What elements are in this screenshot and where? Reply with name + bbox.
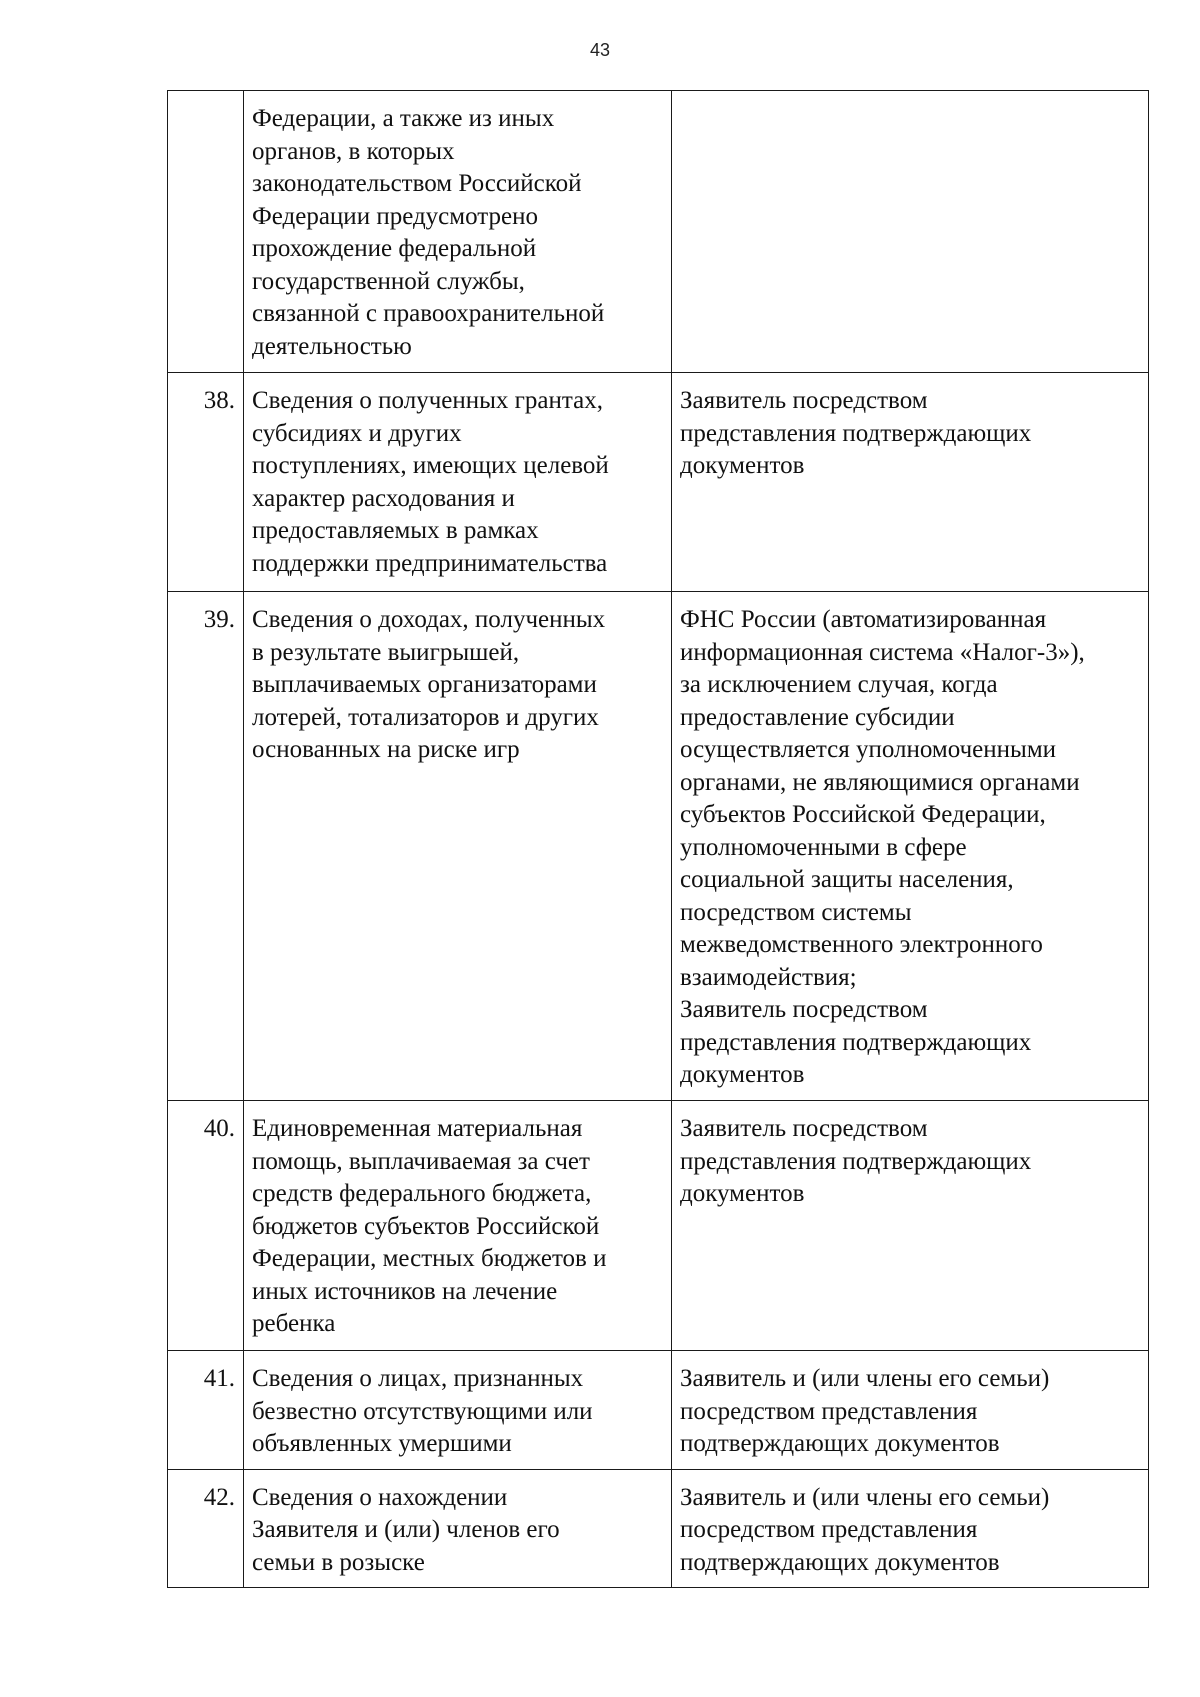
row-description	[244, 1101, 672, 1351]
row-description	[244, 1351, 672, 1470]
table-row	[168, 1101, 1149, 1351]
row-source-text: Заявитель посредством представления подтверждающих документов	[680, 387, 1032, 479]
row-number	[168, 91, 244, 373]
document-table	[167, 90, 1149, 1588]
row-description	[244, 373, 672, 592]
row-description	[244, 1469, 672, 1588]
row-description	[244, 592, 672, 1101]
row-source	[672, 373, 1149, 592]
row-number	[168, 1101, 244, 1351]
row-source-text: Заявитель и (или члены его семьи) посредством представления подтверждающих документов	[680, 1483, 1050, 1576]
row-description-text: Сведения о лицах, признанных безвестно отсутствующими или объявленных умершими	[252, 1365, 593, 1457]
table-row	[168, 91, 1149, 373]
table-row	[168, 1351, 1149, 1470]
row-number-text: 38.	[203, 387, 235, 414]
row-description-text: Сведения о доходах, полученных в результате выигрышей, выплачиваемых организаторами лотерей, тотализаторов и других основанных на риске игр	[252, 606, 606, 763]
row-number	[168, 1469, 244, 1588]
row-source	[672, 91, 1149, 373]
table-row	[168, 592, 1149, 1101]
row-source	[672, 1469, 1149, 1588]
row-description-text: Федерации, а также из иных органов, в которых законодательством Российской Федерации предусмотрено прохождение федеральной государственной службы, связанной с правоохранительной деятельностью	[252, 105, 605, 360]
row-number-text: 39.	[203, 606, 235, 633]
row-number-text: 42.	[203, 1483, 235, 1511]
row-description-text: Сведения о полученных грантах, субсидиях и других поступлениях, имеющих целевой характер расходования и предоставляемых в рамках поддержки предпринимательства	[252, 387, 609, 577]
row-source	[672, 1351, 1149, 1470]
row-number	[168, 592, 244, 1101]
row-description	[244, 91, 672, 373]
row-number-text: 41.	[203, 1365, 235, 1392]
row-source	[672, 1101, 1149, 1351]
row-source-text: Заявитель посредством представления подтверждающих документов	[680, 1115, 1032, 1207]
row-source-text: Заявитель и (или члены его семьи) посредством представления подтверждающих документов	[680, 1365, 1050, 1457]
page-number: 43	[589, 40, 611, 60]
row-description-text: Сведения о нахождении Заявителя и (или) членов его семьи в розыске	[252, 1483, 560, 1576]
row-number	[168, 373, 244, 592]
row-description-text: Единовременная материальная помощь, выплачиваемая за счет средств федерального бюджета, бюджетов субъектов Российской Федерации, местных бюджетов и иных источников на лечение ребенка	[252, 1115, 607, 1337]
row-number-text: 40.	[203, 1115, 235, 1142]
row-source	[672, 592, 1149, 1101]
row-source-text: ФНС России (автоматизированная информационная система «Налог-3»), за исключением случая, когда предоставление субсидии осуществляется уполномоченными органами, не являющимися органами субъектов Российской Федерации, уполномоченными в сфере социальной защиты населения, посредством системы межведомственного электронного взаимодействия; Заявитель посредством представления подтверждающих документов	[680, 606, 1085, 1088]
table-row	[168, 373, 1149, 592]
table-row	[168, 1469, 1149, 1588]
row-number	[168, 1351, 244, 1470]
